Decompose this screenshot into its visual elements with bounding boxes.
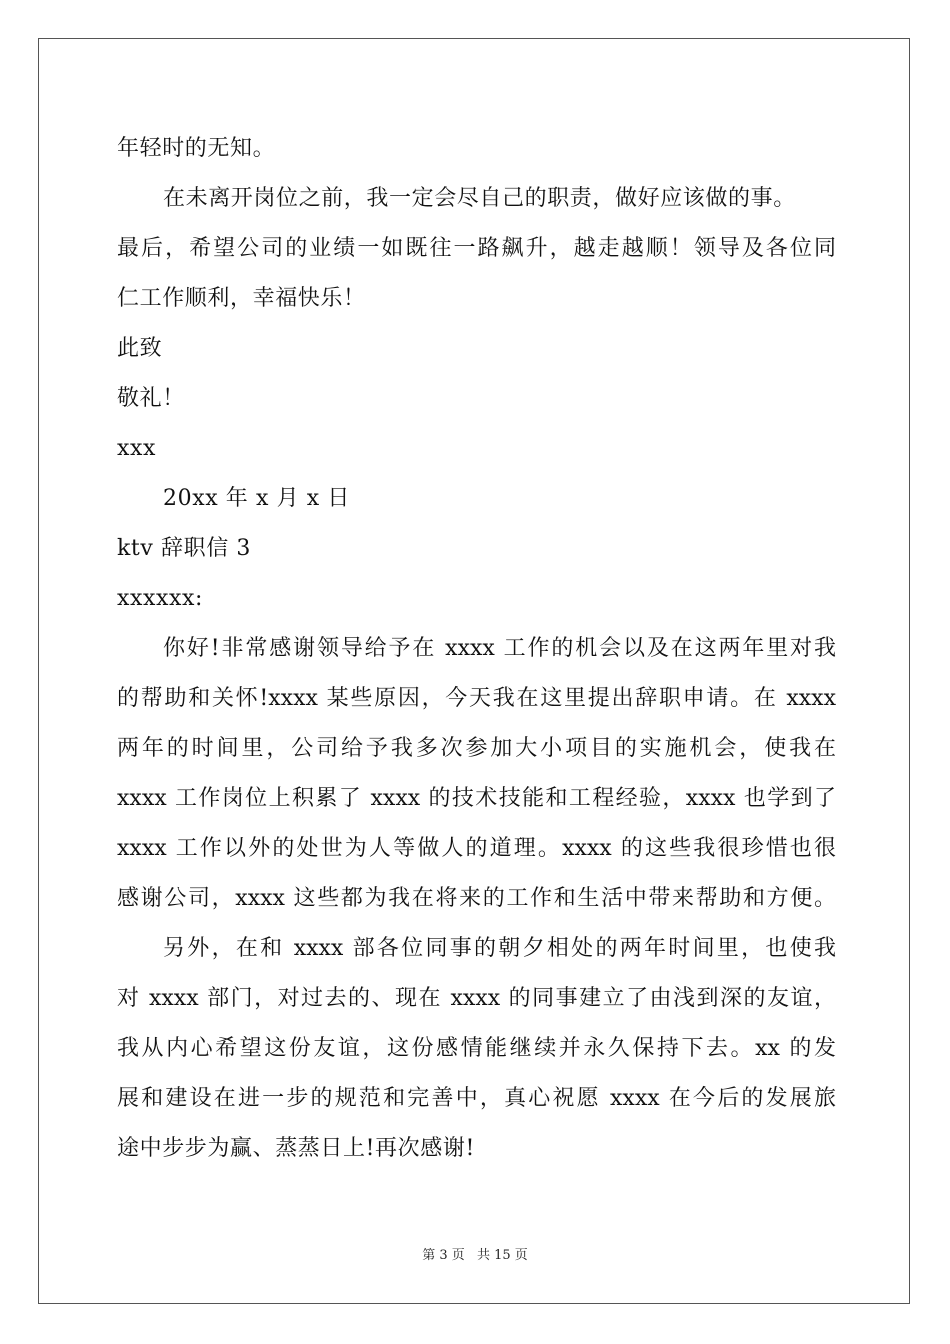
text-line: 感谢公司，xxxx 这些都为我在将来的工作和生活中带来帮助和方便。 <box>117 886 836 911</box>
closing-regards: 敬礼！ <box>117 386 185 411</box>
text-line: 最后，希望公司的业绩一如既往一路飙升，越走越顺！领导及各位同 <box>117 236 836 261</box>
text-line: 我从内心希望这份友谊，这份感情能继续并永久保持下去。xx 的发 <box>117 1036 836 1061</box>
text-line: 展和建设在进一步的规范和完善中，真心祝愿 xxxx 在今后的发展旅 <box>117 1086 836 1111</box>
section-title: ktv 辞职信 3 <box>117 536 251 561</box>
text-line: xxxx 工作岗位上积累了 xxxx 的技术技能和工程经验，xxxx 也学到了 <box>117 786 836 811</box>
text-line: 的帮助和关怀!xxxx 某些原因，今天我在这里提出辞职申请。在 xxxx <box>117 686 836 711</box>
signature-date: 20xx 年 x 月 x 日 <box>163 486 350 511</box>
closing-salutation: 此致 <box>117 336 163 361</box>
page-number-total: 共 15 页 <box>476 1248 528 1263</box>
text-line: 对 xxxx 部门，对过去的、现在 xxxx 的同事建立了由浅到深的友谊， <box>117 986 836 1011</box>
signature-name: xxx <box>117 436 157 461</box>
text-line: 在未离开岗位之前，我一定会尽自己的职责，做好应该做的事。 <box>163 186 796 211</box>
text-line: 途中步步为赢、蒸蒸日上!再次感谢! <box>117 1136 475 1161</box>
page-number-current: 第 3 页 <box>422 1248 465 1263</box>
page-footer <box>0 1247 950 1265</box>
text-line: 年轻时的无知。 <box>117 136 276 161</box>
letter-greeting: xxxxxx: <box>117 586 204 611</box>
text-line: 另外，在和 xxxx 部各位同事的朝夕相处的两年时间里，也使我 <box>163 936 836 961</box>
text-line: xxxx 工作以外的处世为人等做人的道理。xxxx 的这些我很珍惜也很 <box>117 836 836 861</box>
text-line: 你好!非常感谢领导给予在 xxxx 工作的机会以及在这两年里对我 <box>163 636 836 661</box>
text-line: 两年的时间里，公司给予我多次参加大小项目的实施机会，使我在 <box>117 736 836 761</box>
page-border <box>38 38 910 1304</box>
text-line: 仁工作顺利，幸福快乐！ <box>117 286 366 311</box>
